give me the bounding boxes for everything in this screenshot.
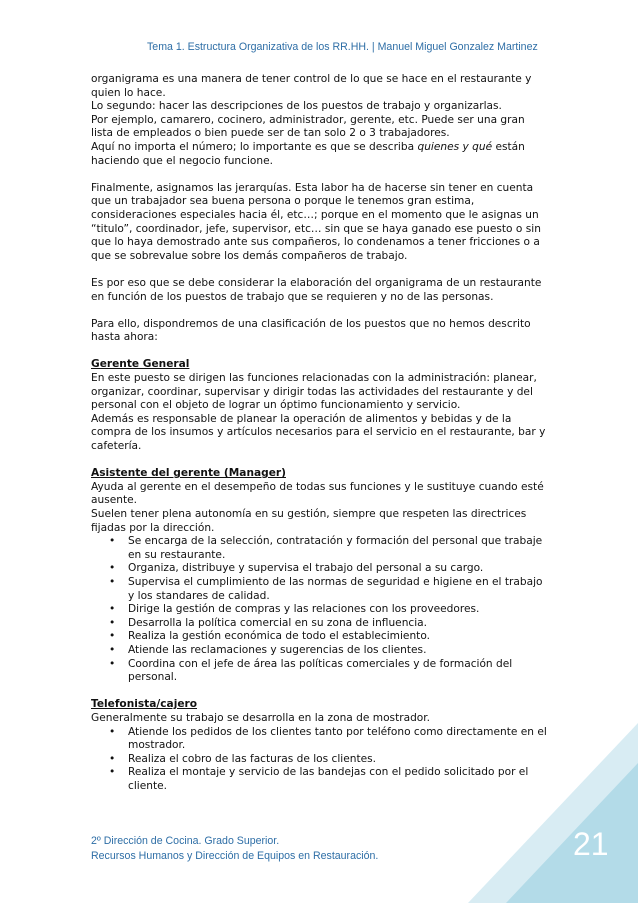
list-item: • Supervisa el cumplimiento de las normas de seguridad e higiene en el trabajo y los standares de calidad. (109, 575, 543, 602)
list-item: • Organiza, distribuye y supervisa el trabajo del personal a su cargo. (109, 562, 484, 575)
asistente-bullet-list (91, 535, 548, 685)
intro-paragraph (91, 73, 548, 168)
bullet-icon: • (109, 643, 116, 656)
section-title-asistente: Asistente del gerente (Manager) (91, 467, 286, 480)
list-item: • Realiza la gestión económica de todo el establecimiento. (109, 630, 430, 643)
gerente-text-1: En este puesto se dirigen las funciones relacionadas con la administración: planear, organizar, coordinar, supervisar y dirigir todas las actividades del restaurante y del personal con el objeto de lograr un óptimo funcionamiento y servicio. (91, 372, 537, 412)
intro-line-4: Aquí no importa el número; lo importante es que se describa (91, 140, 418, 153)
bullet-icon: • (109, 603, 116, 616)
intro-line-1: organigrama es una manera de tener control de lo que se hace en el restaurante y quien lo hace. (91, 73, 532, 99)
bullet-icon: • (109, 752, 116, 765)
list-item: • Se encarga de la selección, contratación y formación del personal que trabaje en su restaurante. (109, 535, 543, 561)
corner-decoration (468, 723, 638, 903)
bullet-icon: • (109, 535, 116, 548)
footer-line-1: 2º Dirección de Cocina. Grado Superior. (91, 835, 280, 847)
bullet-icon: • (109, 630, 116, 643)
section-asistente (91, 467, 548, 685)
organigram-paragraph: Es por eso que se debe considerar la elaboración del organigrama de un restaurante en función de los puestos de trabajo que se requieren y no de las personas. (91, 276, 542, 303)
intro-line-3: Por ejemplo, camarero, cocinero, administrador, gerente, etc. Puede ser una gran lista de empleados o bien puede ser de tan solo 2 o 3 trabajadores. (91, 113, 525, 140)
bullet-icon: • (109, 657, 116, 670)
list-item: • Dirige la gestión de compras y las relaciones con los proveedores. (109, 603, 480, 616)
asistente-text-2: Suelen tener plena autonomía en su gestión, siempre que respeten las directrices fijadas por la dirección. (91, 508, 527, 534)
bullet-icon: • (109, 562, 116, 575)
section-title-gerente: Gerente General (91, 358, 190, 371)
telefonista-text-1: Generalmente su trabajo se desarrolla en la zona de mostrador. (91, 711, 431, 724)
bullet-icon: • (109, 766, 116, 779)
list-item: • Atiende los pedidos de los clientes tanto por teléfono como directamente en el mostrador. (109, 725, 547, 752)
intro-line-2: Lo segundo: hacer las descripciones de los puestos de trabajo y organizarlas. (91, 100, 502, 113)
bullet-icon: • (109, 616, 116, 629)
page-footer (91, 834, 378, 864)
intro-emphasis: quienes y qué (417, 140, 493, 153)
list-item: • Realiza el montaje y servicio de las bandejas con el pedido solicitado por el cliente. (109, 766, 529, 792)
classification-paragraph: Para ello, dispondremos de una clasificación de los puestos que no hemos descrito hasta ahora: (91, 317, 531, 344)
document-body (91, 73, 548, 807)
intro-line-4-end: están haciendo que el negocio funcione. (91, 140, 525, 167)
page-header: Tema 1. Estructura Organizativa de los RR.HH. | Manuel Miguel Gonzalez Martinez (147, 41, 538, 53)
page-number: 21 (573, 826, 609, 862)
section-title-telefonista: Telefonista/cajero (91, 698, 198, 711)
bullet-icon: • (109, 575, 116, 588)
list-item: • Desarrolla la política comercial en su zona de influencia. (109, 616, 428, 629)
bullet-icon: • (109, 725, 116, 738)
footer-line-2: Recursos Humanos y Dirección de Equipos en Restauración. (91, 850, 379, 862)
gerente-text-2: Además es responsable de planear la operación de alimentos y bebidas y de la compra de los insumos y artículos necesarios para el servicio en el restaurante, bar y cafetería. (91, 412, 546, 453)
list-item: • Realiza el cobro de las facturas de los clientes. (109, 752, 377, 765)
asistente-text-1: Ayuda al gerente en el desempeño de todas sus funciones y le sustituye cuando esté ausente. (91, 480, 544, 507)
hierarchy-paragraph: Finalmente, asignamos las jerarquías. Esta labor ha de hacerse sin tener en cuenta que un trabajador sea buena persona o porque le tenemos gran estima, consideraciones especiales hacia él, etc…; porque en el momento que le asignas un “titulo”, coordinador, jefe, supervisor, etc… sin que se haya ganado ese puesto o sin que lo haya demostrado ante sus compañeros, lo condenamos a tener fricciones o a que se sobrevalue sobre los demás compañeros de trabajo. (91, 181, 541, 262)
list-item: • Coordina con el jefe de área las políticas comerciales y de formación del personal. (109, 657, 513, 684)
list-item: • Atiende las reclamaciones y sugerencias de los clientes. (109, 643, 427, 656)
section-gerente (91, 358, 548, 453)
